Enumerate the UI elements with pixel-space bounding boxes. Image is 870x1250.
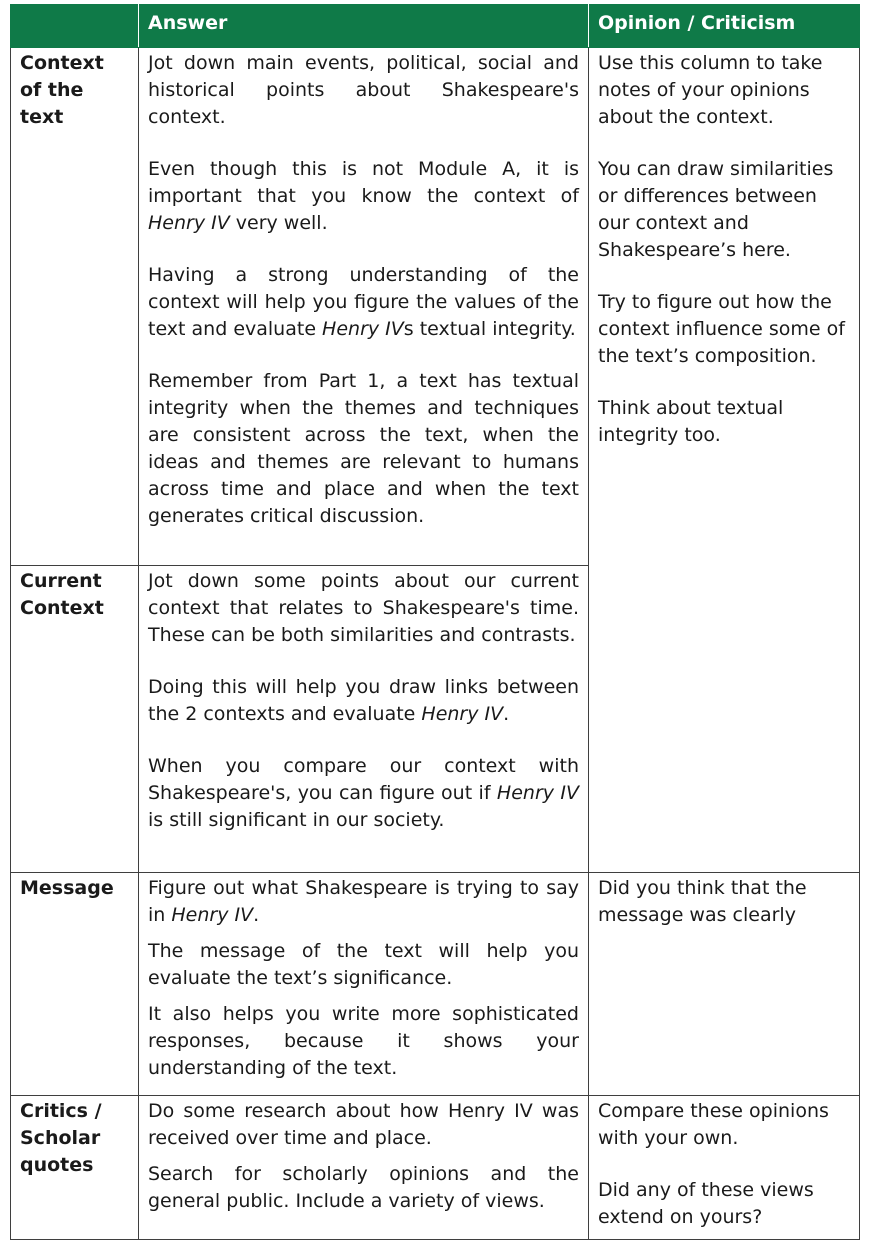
answer-paragraph: Jot down some points about our current context that relates to Shakespeare's time. These can be both similarities and contrasts. (148, 570, 579, 646)
opinion-cell (589, 48, 860, 873)
header-answer: Answer (139, 5, 589, 48)
opinion-paragraph: Did any of these views extend on yours? (598, 1179, 814, 1228)
row-label: Critics / Scholar quotes (11, 1096, 139, 1240)
opinion-paragraph: You can draw similarities or differences between our context and Shakespeare’s here. (598, 158, 834, 261)
answer-cell (139, 873, 589, 1096)
answer-paragraph: It also helps you write more sophisticated responses, because it shows your understanding of the text. (148, 1003, 579, 1079)
row-label: Message (11, 873, 139, 1096)
header-row (11, 5, 860, 48)
row-label: Context of the text (11, 48, 139, 566)
table-row (11, 1096, 860, 1240)
notes-table (10, 4, 860, 1240)
opinion-paragraph: Think about textual integrity too. (598, 397, 784, 446)
answer-paragraph: Doing this will help you draw links between the 2 contexts and evaluate Henry IV. (148, 676, 579, 725)
header-opinion: Opinion / Criticism (589, 5, 860, 48)
opinion-cell (589, 1096, 860, 1240)
answer-paragraph: When you compare our context with Shakespeare's, you can figure out if Henry IV is still significant in our society. (148, 755, 579, 831)
answer-cell (139, 1096, 589, 1240)
opinion-cell (589, 873, 860, 1096)
row-label: Current Context (11, 566, 139, 873)
opinion-paragraph: Use this column to take notes of your opinions about the context. (598, 52, 823, 128)
opinion-paragraph: Did you think that the message was clearly (598, 877, 807, 926)
header-blank-cell (11, 5, 139, 48)
table-row (11, 873, 860, 1096)
table-row (11, 48, 860, 566)
opinion-paragraph: Compare these opinions with your own. (598, 1100, 829, 1149)
answer-paragraph: Figure out what Shakespeare is trying to say in Henry IV. (148, 877, 579, 926)
answer-paragraph: The message of the text will help you evaluate the text’s significance. (148, 940, 579, 989)
answer-paragraph: Jot down main events, political, social and historical points about Shakespeare's context. (148, 52, 579, 128)
opinion-paragraph: Try to figure out how the context influence some of the text’s composition. (598, 291, 845, 367)
answer-paragraph: Search for scholarly opinions and the general public. Include a variety of views. (148, 1163, 579, 1212)
answer-paragraph: Having a strong understanding of the context will help you figure the values of the text and evaluate Henry IVs textual integrity. (148, 264, 579, 340)
answer-cell (139, 48, 589, 566)
answer-paragraph: Do some research about how Henry IV was received over time and place. (148, 1100, 579, 1149)
answer-paragraph: Even though this is not Module A, it is important that you know the context of Henry IV very well. (148, 158, 579, 234)
answer-paragraph: Remember from Part 1, a text has textual integrity when the themes and techniques are consistent across the text, when the ideas and themes are relevant to humans across time and place and when the text generates critical discussion. (148, 370, 579, 527)
answer-cell (139, 566, 589, 873)
